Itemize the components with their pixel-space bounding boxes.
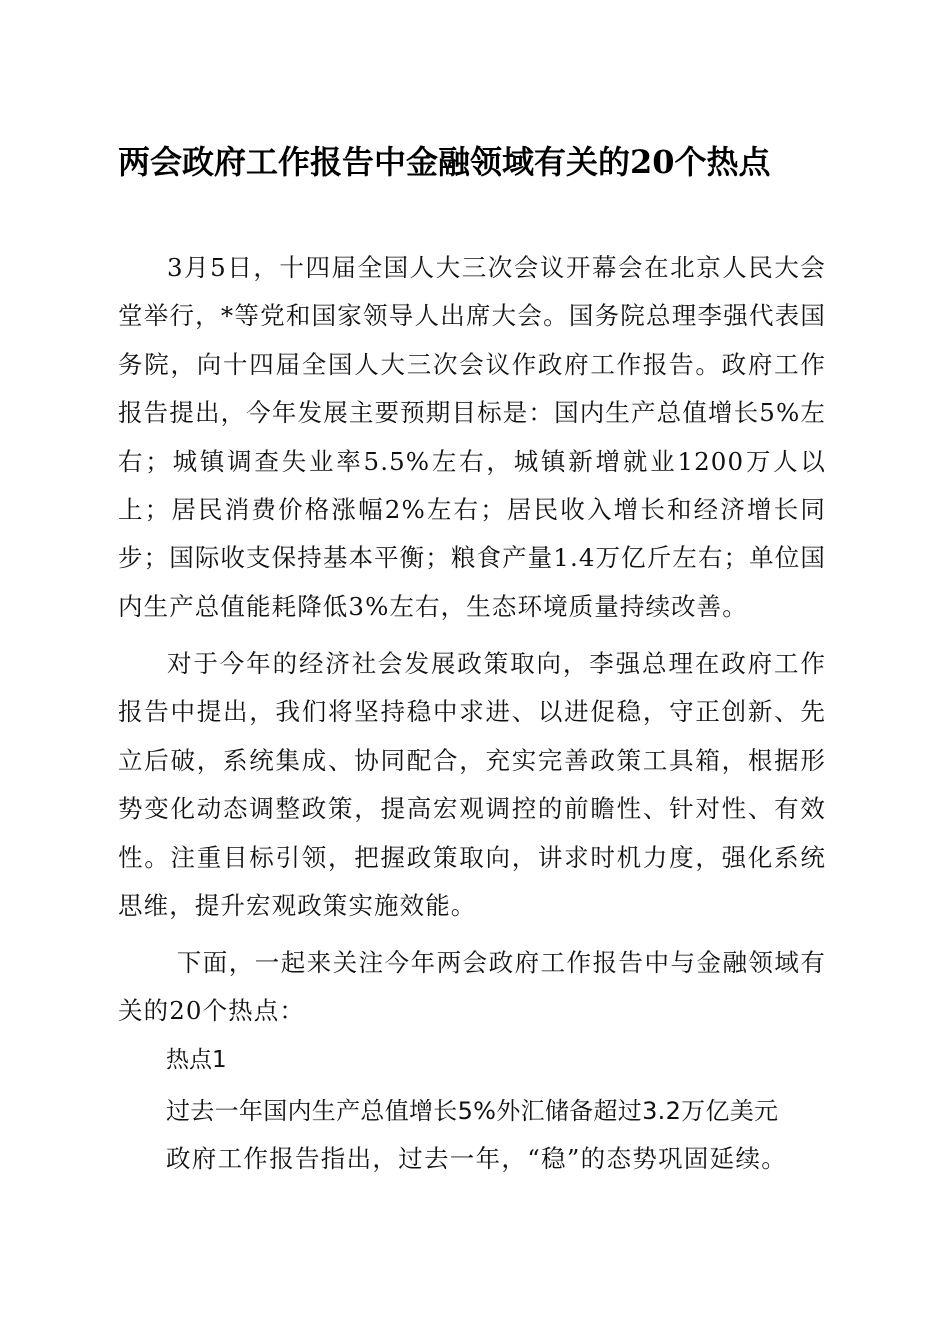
paragraph-3-block	[118, 939, 826, 1036]
paragraph-1: 3月5日，十四届全国人大三次会议开幕会在北京人民大会堂举行，*等党和国家领导人出席大会。国务院总理李强代表国务院，向十四届全国人大三次会议作政府工作报告。政府工作报告提出，今年发展主要预期目标是：国内生产总值增长5%左右；城镇调查失业率5.5%左右，城镇新增就业1200万人以上；居民消费价格涨幅2%左右；居民收入增长和经济增长同步；国际收支保持基本平衡；粮食产量1.4万亿斤左右；单位国内生产总值能耗降低3%左右，生态环境质量持续改善。	[118, 253, 826, 621]
paragraph-3: 下面，一起来关注今年两会政府工作报告中与金融领域有关的20个热点：	[118, 948, 826, 1026]
hotspot-label: 热点1	[166, 1047, 227, 1073]
paragraph-2: 对于今年的经济社会发展政策取向，李强总理在政府工作报告中提出，我们将坚持稳中求进、以进促稳，守正创新、先立后破，系统集成、协同配合，充实完善政策工具箱，根据形势变化动态调整政策，提高宏观调控的前瞻性、针对性、有效性。注重目标引领，把握政策取向，讲求时机力度，强化系统思维，提升宏观政策实施效能。	[118, 649, 826, 921]
document-title: 两会政府工作报告中金融领域有关的20个热点	[118, 143, 771, 181]
hotspot-paragraph-start: 政府工作报告指出，过去一年，“稳”的态势巩固延续。	[166, 1144, 788, 1173]
hotspot-heading: 过去一年国内生产总值增长5%外汇储备超过3.2万亿美元	[166, 1097, 779, 1125]
paragraph-1-block	[118, 244, 826, 631]
paragraph-2-block	[118, 640, 826, 930]
